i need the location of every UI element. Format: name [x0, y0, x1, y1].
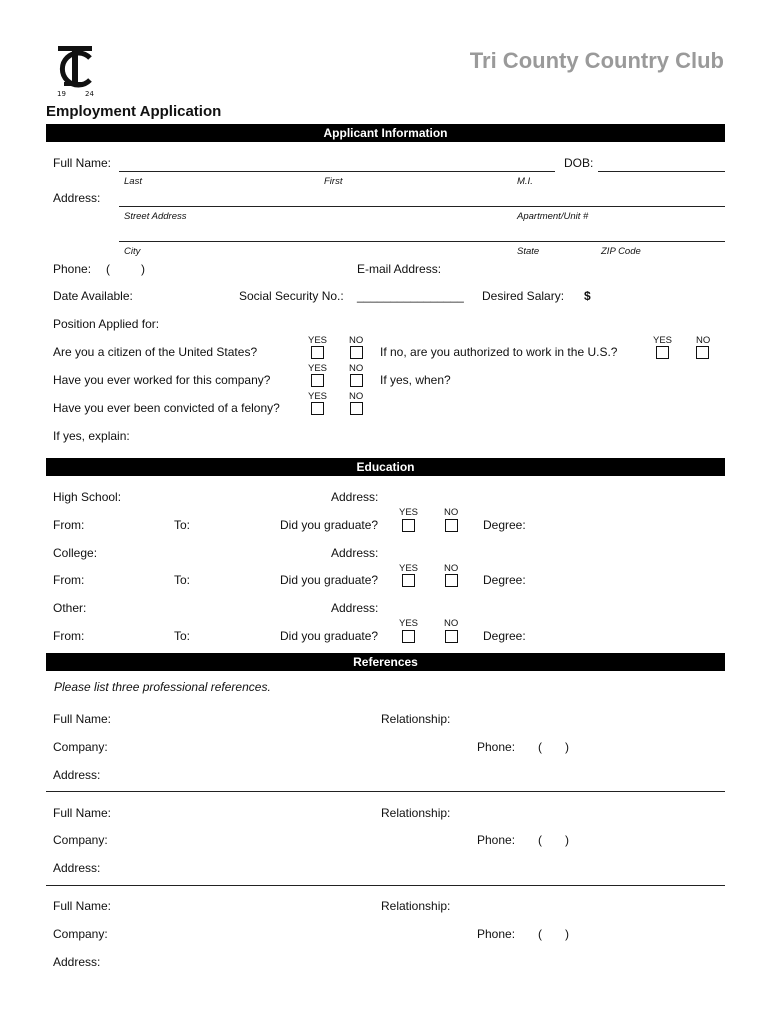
- ssn-label: Social Security No.:: [239, 289, 344, 303]
- authorized-yes-caption: YES: [653, 335, 673, 346]
- college-from-label: From:: [53, 573, 85, 587]
- state-caption: State: [517, 246, 540, 257]
- other-no-caption: NO: [444, 618, 459, 629]
- high-school-to-label: To:: [174, 518, 191, 532]
- phone-label: Phone:: [53, 262, 92, 276]
- desired-salary-label: Desired Salary:: [482, 289, 565, 303]
- reference-divider-2: [46, 885, 725, 886]
- high-school-degree-label: Degree:: [483, 518, 526, 532]
- authorized-no-caption: NO: [696, 335, 711, 346]
- dollar-sign: $: [584, 289, 591, 303]
- college-no-caption: NO: [444, 563, 459, 574]
- reference-3-relationship-label: Relationship:: [381, 899, 451, 913]
- reference-1-paren-close: ): [565, 740, 569, 754]
- high-school-address-label: Address:: [331, 490, 379, 504]
- worked-yes-caption: YES: [308, 363, 328, 374]
- reference-2-relationship-label: Relationship:: [381, 806, 451, 820]
- explain-label: If yes, explain:: [53, 429, 130, 443]
- date-available-label: Date Available:: [53, 289, 133, 303]
- street-address-field[interactable]: [119, 206, 725, 207]
- college-label: College:: [53, 546, 98, 560]
- reference-3-phone-label: Phone:: [477, 927, 516, 941]
- other-graduate-question: Did you graduate?: [280, 629, 379, 643]
- felony-yes-checkbox[interactable]: [311, 402, 324, 415]
- reference-1-company-label: Company:: [53, 740, 108, 754]
- high-school-graduate-yes-checkbox[interactable]: [402, 519, 415, 532]
- high-school-from-label: From:: [53, 518, 85, 532]
- high-school-yes-caption: YES: [399, 507, 419, 518]
- dob-label: DOB:: [564, 156, 594, 170]
- applicant-section-header: Applicant Information: [46, 124, 725, 142]
- club-name: Tri County Country Club: [469, 48, 724, 73]
- worked-question: Have you ever worked for this company?: [53, 373, 271, 387]
- other-graduate-no-checkbox[interactable]: [445, 630, 458, 643]
- phone-paren-open: (: [106, 262, 110, 276]
- when-question: If yes, when?: [380, 373, 451, 387]
- city-state-zip-field[interactable]: [119, 241, 725, 242]
- education-section-header: Education: [46, 458, 725, 476]
- high-school-no-caption: NO: [444, 507, 459, 518]
- club-logo: [52, 44, 98, 98]
- reference-divider-1: [46, 791, 725, 792]
- logo-year-right: 24: [85, 90, 94, 98]
- reference-2-address-label: Address:: [53, 861, 101, 875]
- felony-question: Have you ever been convicted of a felony?: [53, 401, 280, 415]
- worked-no-checkbox[interactable]: [350, 374, 363, 387]
- reference-2-phone-label: Phone:: [477, 833, 516, 847]
- other-graduate-yes-checkbox[interactable]: [402, 630, 415, 643]
- high-school-graduate-no-checkbox[interactable]: [445, 519, 458, 532]
- college-yes-caption: YES: [399, 563, 419, 574]
- full-name-field[interactable]: [119, 171, 555, 172]
- zip-caption: ZIP Code: [601, 246, 641, 257]
- college-address-label: Address:: [331, 546, 379, 560]
- citizen-yes-caption: YES: [308, 335, 328, 346]
- reference-1-paren-open: (: [538, 740, 542, 754]
- authorized-no-checkbox[interactable]: [696, 346, 709, 359]
- reference-2-name-label: Full Name:: [53, 806, 112, 820]
- full-name-label: Full Name:: [53, 156, 112, 170]
- college-graduate-no-checkbox[interactable]: [445, 574, 458, 587]
- email-label: E-mail Address:: [357, 262, 442, 276]
- first-caption: First: [324, 176, 343, 187]
- felony-no-caption: NO: [349, 391, 364, 402]
- last-caption: Last: [124, 176, 142, 187]
- mi-caption: M.I.: [517, 176, 533, 187]
- other-school-address-label: Address:: [331, 601, 379, 615]
- citizen-question: Are you a citizen of the United States?: [53, 345, 258, 359]
- felony-no-checkbox[interactable]: [350, 402, 363, 415]
- logo-year-left: 19: [57, 90, 66, 98]
- position-label: Position Applied for:: [53, 317, 160, 331]
- reference-2-company-label: Company:: [53, 833, 108, 847]
- address-label: Address:: [53, 191, 101, 205]
- city-caption: City: [124, 246, 141, 257]
- ssn-field[interactable]: ________________: [357, 289, 464, 303]
- reference-3-paren-close: ): [565, 927, 569, 941]
- other-degree-label: Degree:: [483, 629, 526, 643]
- street-address-caption: Street Address: [124, 211, 187, 222]
- citizen-no-checkbox[interactable]: [350, 346, 363, 359]
- other-to-label: To:: [174, 629, 191, 643]
- citizen-yes-checkbox[interactable]: [311, 346, 324, 359]
- reference-3-company-label: Company:: [53, 927, 108, 941]
- other-yes-caption: YES: [399, 618, 419, 629]
- worked-no-caption: NO: [349, 363, 364, 374]
- reference-1-relationship-label: Relationship:: [381, 712, 451, 726]
- college-degree-label: Degree:: [483, 573, 526, 587]
- reference-3-address-label: Address:: [53, 955, 101, 969]
- citizen-no-caption: NO: [349, 335, 364, 346]
- reference-1-phone-label: Phone:: [477, 740, 516, 754]
- reference-1-name-label: Full Name:: [53, 712, 112, 726]
- high-school-graduate-question: Did you graduate?: [280, 518, 379, 532]
- worked-yes-checkbox[interactable]: [311, 374, 324, 387]
- other-school-label: Other:: [53, 601, 87, 615]
- authorized-question: If no, are you authorized to work in the U.S.?: [380, 345, 618, 359]
- references-section-header: References: [46, 653, 725, 671]
- reference-3-name-label: Full Name:: [53, 899, 112, 913]
- apartment-caption: Apartment/Unit #: [517, 211, 589, 222]
- form-title: Employment Application: [46, 103, 222, 120]
- reference-3-paren-open: (: [538, 927, 542, 941]
- other-from-label: From:: [53, 629, 85, 643]
- reference-2-paren-open: (: [538, 833, 542, 847]
- college-to-label: To:: [174, 573, 191, 587]
- reference-2-paren-close: ): [565, 833, 569, 847]
- dob-field[interactable]: [598, 171, 725, 172]
- college-graduate-question: Did you graduate?: [280, 573, 379, 587]
- felony-yes-caption: YES: [308, 391, 328, 402]
- reference-1-address-label: Address:: [53, 768, 101, 782]
- references-instruction: Please list three professional references.: [54, 680, 271, 694]
- phone-paren-close: ): [141, 262, 145, 276]
- college-graduate-yes-checkbox[interactable]: [402, 574, 415, 587]
- authorized-yes-checkbox[interactable]: [656, 346, 669, 359]
- high-school-label: High School:: [53, 490, 122, 504]
